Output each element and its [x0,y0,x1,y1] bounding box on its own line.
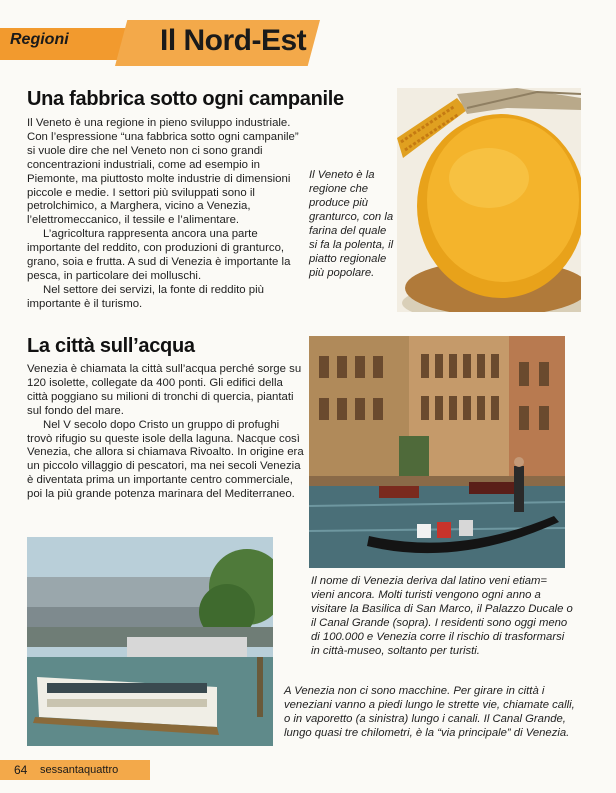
canal-grande-photo [309,336,565,568]
vaporetto-photo [27,537,273,746]
section1-paragraph: Nel settore dei servizi, la fonte di reddito più importante è il turismo. [27,283,264,310]
polenta-caption: Il Veneto è la regione che produce più granturco, con la farina del quale si fa la polenta, il piatto regionale più popolare. [309,169,394,279]
section1-text [27,117,310,312]
vaporetto-illustration [27,537,273,746]
page-number: 64 [14,763,28,777]
polenta-illustration [397,88,581,312]
section1-title: Una fabbrica sotto ogni campanile [27,88,344,110]
vaporetto-caption: A Venezia non ci sono macchine. Per girare in città i veneziani vanno a piedi lungo le strette vie, chiamate calli, o in vaporetto (a sinistra) lungo i canali. Il Canal Grande, lungo quasi tre chilometri, è la “via principale” di Venezia. [284,685,575,739]
section1-paragraph: Il Veneto è una regione in pieno sviluppo industriale. Con l’espressione “una fabbrica sotto ogni campanile” si vuole dire che nel Veneto non ci sono grandi concentrazioni industriali, come ad esempio in Piemonte, ma piuttosto molte industrie di dimensioni piccole e medie. I settori più sviluppati sono il petrolchimico, a Marghera, vicino a Venezia, l’elettromeccanico, il tessile e l’alimentare. [27,117,299,227]
canal-illustration [309,336,565,568]
page-number-words: sessantaquattro [40,764,119,776]
polenta-photo [397,88,581,312]
section-label: Regioni [10,31,69,48]
section1-paragraph: L’agricoltura rappresenta ancora una parte importante del reddito, con produzioni di granturco, grano, soia e frutta. A sud di Venezia è importante la pesca, in particolare dei molluschi. [27,228,291,282]
section2-paragraph: Venezia è chiamata la città sull’acqua perché sorge su 120 isolette, collegate da 400 ponti. Gli edifici della città poggiano su milioni di tronchi di quercia, piantati sul fondo del mare. [27,363,302,417]
page-title: Il Nord-Est [160,24,307,57]
section2-paragraph: Nel V secolo dopo Cristo un gruppo di profughi trovò rifugio su queste isole della laguna. Nacque così Venezia, che allora si chiamava Rivoalto. In origine era un piccolo villaggio di pescatori, ma nei secoli Venezia è diventata prima un importante centro commerciale, poi la più grande potenza marinara del Mediterraneo. [27,418,304,501]
section2-text [27,363,305,502]
section2-title: La città sull’acqua [27,335,195,357]
canal-caption: Il nome di Venezia deriva dal latino veni etiam= vieni ancora. Molti turisti vengono ogni anno a visitare la Basilica di San Marco, il Palazzo Ducale o il Canal Grande (sopra). I residenti sono oggi meno di 100.000 e Venezia corre il rischio di trasformarsi in città-museo, soltanto per turisti. [311,575,573,657]
